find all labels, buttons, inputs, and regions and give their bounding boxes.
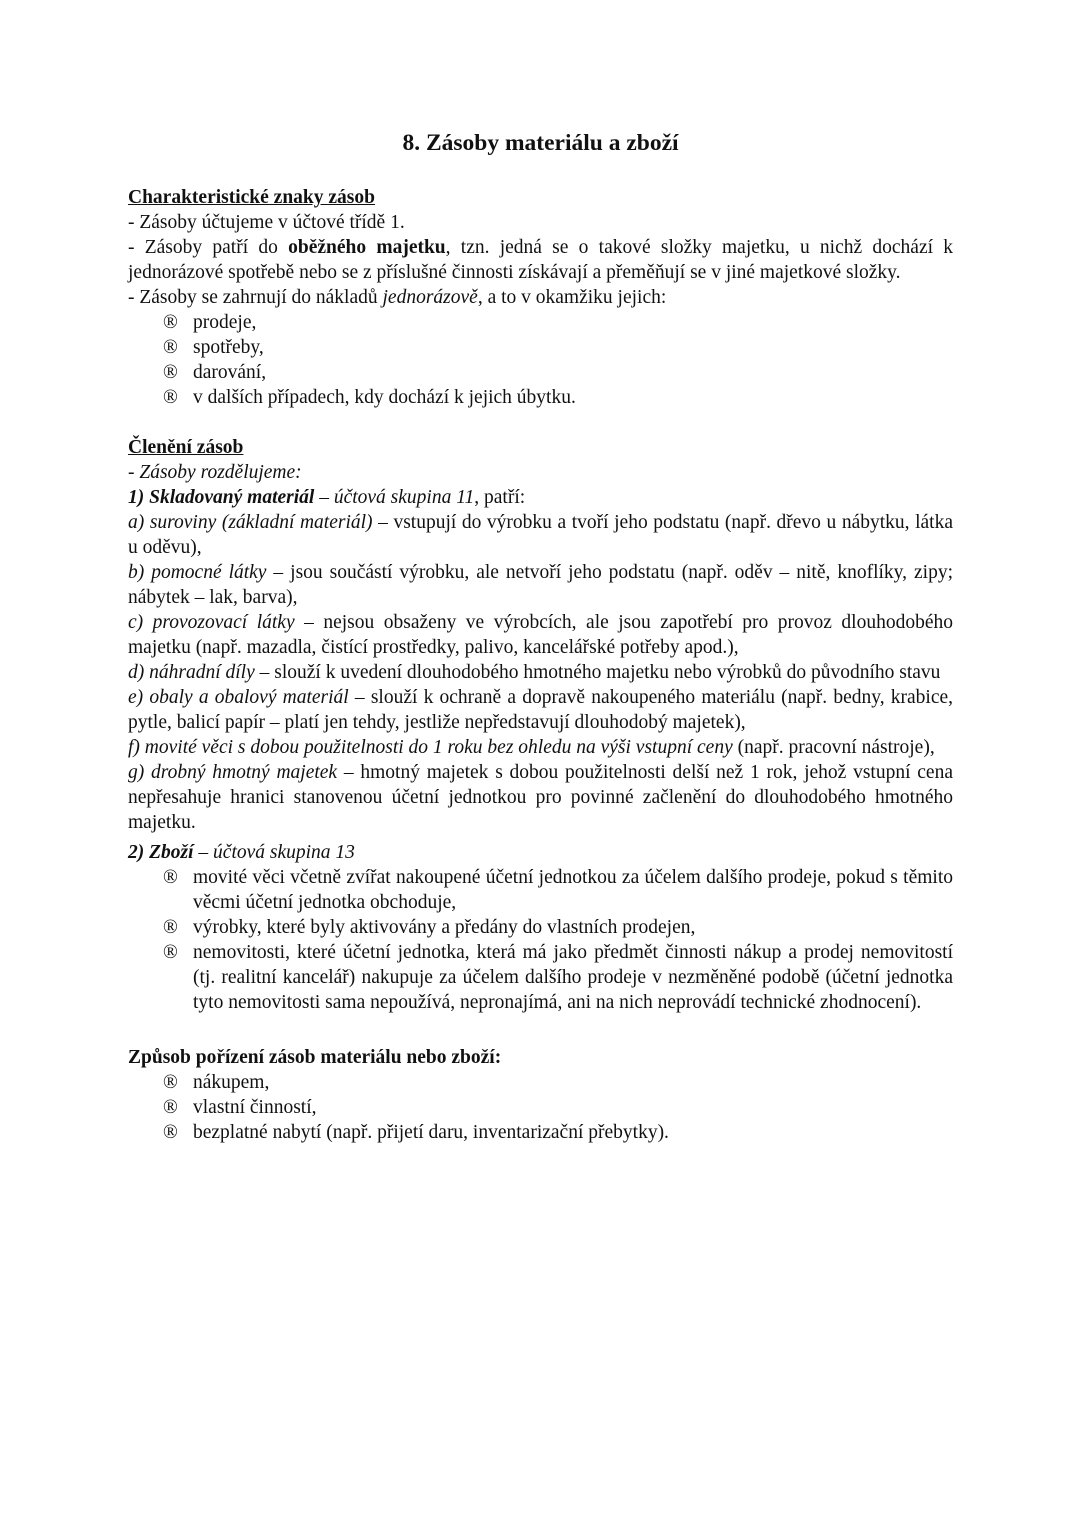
- group-heading: [128, 840, 953, 865]
- section-heading: Charakteristické znaky zásob: [128, 187, 375, 208]
- list-item-text: vlastní činností,: [193, 1097, 317, 1118]
- bullet-icon: ®: [163, 312, 178, 333]
- text-run: - Zásoby se zahrnují do nákladů: [128, 287, 383, 308]
- list-item: [128, 335, 953, 360]
- list-item-text: v dalších případech, kdy dochází k jejich úbytku.: [193, 387, 576, 408]
- text-run: d) náhradní díly: [128, 662, 255, 683]
- bullet-icon: ®: [163, 1122, 178, 1143]
- paragraph: - Zásoby rozdělujeme:: [128, 462, 302, 483]
- text-run: 2) Zboží: [128, 842, 194, 863]
- text-run: (např. pracovní nástroje),: [732, 737, 935, 758]
- italic-term: jednorázově: [382, 287, 478, 308]
- list-item: [128, 310, 953, 335]
- text-run: – slouží k ochraně a dopravě nakoupeného materiálu (např. bedny, krabice, pytle, balicí papír – platí jen tehdy, jestliže nepředstavují dlouhodobý majetek),: [128, 687, 954, 733]
- paragraph-item-b: [128, 560, 953, 610]
- group-heading: [128, 485, 953, 510]
- list-item-text: prodeje,: [193, 312, 257, 333]
- section-heading: Způsob pořízení zásob materiálu nebo zboží:: [128, 1047, 502, 1068]
- page-title: 8. Zásoby materiálu a zboží: [402, 130, 679, 156]
- list-item-text: nákupem,: [193, 1072, 270, 1093]
- paragraph-item-c: [128, 610, 953, 660]
- bullet-list: [128, 310, 953, 410]
- bold-term: oběžného majetku: [288, 237, 446, 258]
- text-run: – nejsou obsaženy ve výrobcích, ale jsou zapotřebí pro provoz dlouhodobého majetku (např. mazadla, čistící prostředky, palivo, kancelářské potřeby apod.),: [128, 612, 953, 658]
- list-item: [128, 1070, 953, 1095]
- document-page: [128, 128, 953, 1145]
- paragraph: - Zásoby účtujeme v účtové třídě 1.: [128, 212, 405, 233]
- list-item-text: darování,: [193, 362, 267, 383]
- paragraph: [128, 285, 953, 310]
- text-run: – účtová skupina 11: [314, 487, 475, 508]
- text-run: - Zásoby patří do: [128, 237, 289, 258]
- text-run: f) movité věci s dobou použitelnosti do 1 roku bez ohledu na výši vstupní ceny: [128, 737, 733, 758]
- bullet-icon: ®: [163, 1072, 178, 1093]
- bullet-icon: ®: [163, 387, 178, 408]
- bullet-icon: ®: [163, 362, 178, 383]
- bullet-list: [128, 865, 953, 1015]
- text-run: 1) Skladovaný materiál: [128, 487, 315, 508]
- paragraph-item-e: [128, 685, 953, 735]
- paragraph-item-d: [128, 660, 953, 685]
- text-run: – hmotný majetek s dobou použitelnosti delší než 1 rok, jehož vstupní cena nepřesahuje hranici stanovenou účetní jednotkou pro povinné začlenění do dlouhodobého hmotného majetku.: [128, 762, 953, 833]
- text-run: – účtová skupina 13: [193, 842, 355, 863]
- text-run: – slouží k uvedení dlouhodobého hmotného majetku nebo výrobků do původního stavu: [254, 662, 941, 683]
- section-classification: [128, 435, 953, 1015]
- list-item-text: nemovitosti, které účetní jednotka, která má jako předmět činnosti nákup a prodej nemovitostí (tj. realitní kancelář) nakupuje za účelem dalšího prodeje v nezměněné podobě (účetní jednotka tyto nemovitosti sama nepoužívá, nepronajímá, ani na nich neprovádí technické zhodnocení).: [193, 942, 953, 1013]
- bullet-icon: ®: [163, 867, 178, 888]
- text-run: g) drobný hmotný majetek: [128, 762, 338, 783]
- bullet-list: [128, 1070, 953, 1145]
- text-run: , patří:: [474, 487, 526, 508]
- list-item: [128, 360, 953, 385]
- list-item: [128, 1120, 953, 1145]
- list-item: [128, 915, 953, 940]
- text-run: – vstupují do výrobku a tvoří jeho podstatu (např. dřevo u nábytku, látka u oděvu),: [128, 512, 953, 558]
- paragraph-item-f: [128, 735, 953, 760]
- bullet-icon: ®: [163, 1097, 178, 1118]
- list-item-text: movité věci včetně zvířat nakoupené účetní jednotkou za účelem dalšího prodeje, pokud s těmito věcmi účetní jednotka obchoduje,: [193, 867, 953, 913]
- text-run: , a to v okamžiku jejich:: [477, 287, 667, 308]
- bullet-icon: ®: [163, 942, 178, 963]
- text-run: c) provozovací látky: [128, 612, 295, 633]
- bullet-icon: ®: [163, 337, 178, 358]
- list-item-text: výrobky, které byly aktivovány a předány do vlastních prodejen,: [193, 917, 696, 938]
- list-item: [128, 385, 953, 410]
- text-run: , tzn. jedná se o takové složky majetku, u nichž dochází k jednorázové spotřebě nebo se z příslušné činnosti získávají a přeměňují se v jiné majetkové složky.: [128, 237, 954, 283]
- section-characteristics: [128, 185, 953, 410]
- list-item-text: spotřeby,: [193, 337, 264, 358]
- list-item: [128, 1095, 953, 1120]
- list-item: [128, 940, 953, 1015]
- list-item: [128, 865, 953, 915]
- text-run: – jsou součástí výrobku, ale netvoří jeho podstatu (např. oděv – nitě, knoflíky, zipy; nábytek – lak, barva),: [128, 562, 953, 608]
- list-item-text: bezplatné nabytí (např. přijetí daru, inventarizační přebytky).: [193, 1122, 669, 1143]
- text-run: a) suroviny (základní materiál): [128, 512, 373, 533]
- paragraph-item-a: [128, 510, 953, 560]
- text-run: b) pomocné látky: [128, 562, 267, 583]
- text-run: e) obaly a obalový materiál: [128, 687, 349, 708]
- bullet-icon: ®: [163, 917, 178, 938]
- paragraph-item-g: [128, 760, 953, 835]
- section-acquisition: [128, 1045, 953, 1145]
- section-heading: Členění zásob: [128, 437, 244, 458]
- paragraph: [128, 235, 953, 285]
